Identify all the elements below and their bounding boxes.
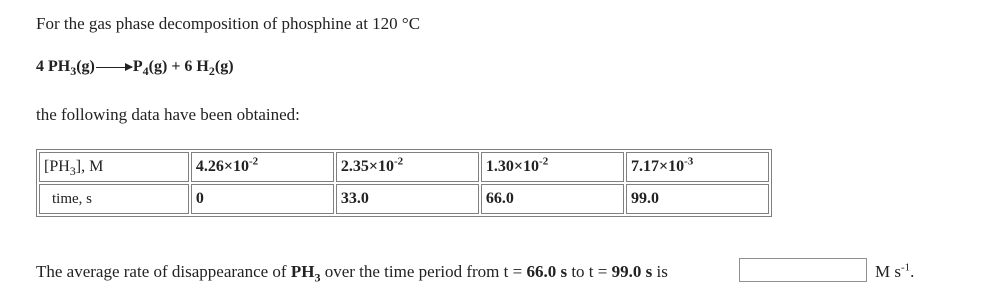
reaction-equation (36, 58, 234, 79)
concentration-header: $[PH_3]$, M (39, 152, 189, 182)
time-cell: 99.0 (626, 184, 769, 214)
products: $P_4(g) + 6$ $H_2(g)$ (132, 58, 234, 79)
reaction-arrow-icon (96, 67, 132, 68)
rate-answer-input[interactable] (739, 258, 867, 282)
time-cell: 33.0 (336, 184, 479, 214)
problem-intro: For the gas phase decomposition of phosphine at 120 °C (36, 14, 421, 33)
rate-units: M $s^{-1}$. (875, 261, 915, 281)
concentration-cell: $4.26\times 10^{-2}$ (191, 152, 334, 182)
reactant: 4 $PH_3(g)$ (36, 58, 95, 79)
question-text: The average rate of disappearance of $PH_3$ over the time period from t = 66.0 s to t = 99.0 s is (36, 262, 668, 285)
concentration-cell: $1.30\times 10^{-2}$ (481, 152, 624, 182)
table-row (39, 184, 769, 214)
time-cell: 66.0 (481, 184, 624, 214)
table-row (39, 152, 769, 182)
data-intro-text: the following data have been obtained: (36, 105, 300, 124)
concentration-cell: $2.35\times 10^{-2}$ (336, 152, 479, 182)
time-header: time, s (39, 184, 189, 214)
concentration-cell: $7.17\times 10^{-3}$ (626, 152, 769, 182)
kinetics-data-table (36, 149, 772, 217)
time-cell: 0 (191, 184, 334, 214)
